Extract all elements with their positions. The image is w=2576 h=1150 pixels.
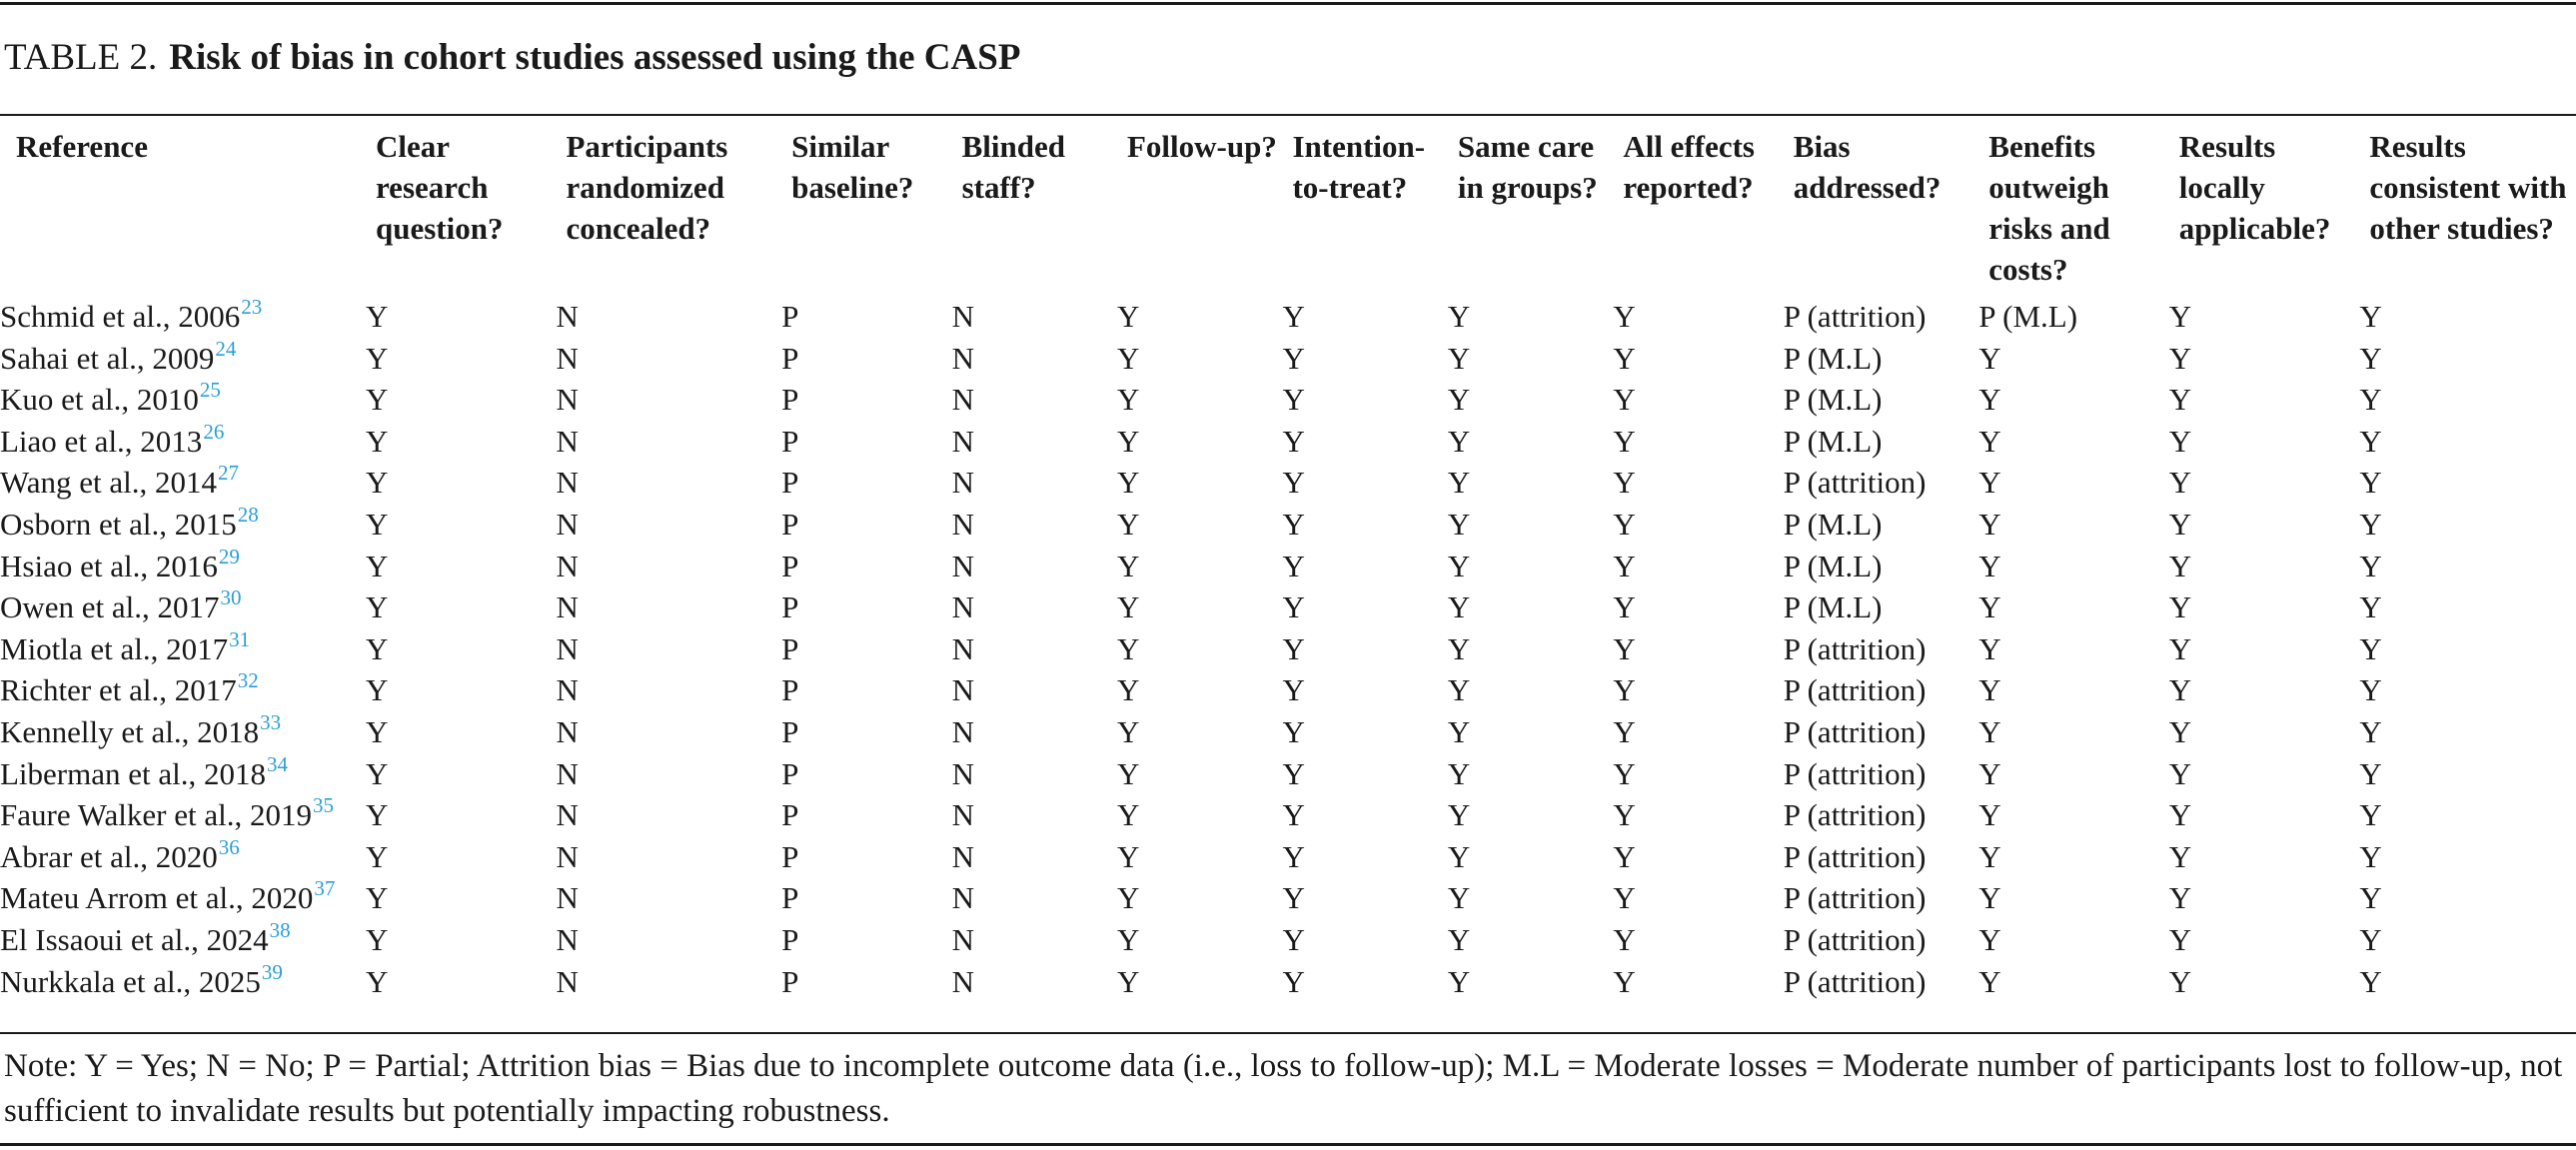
reference-cell bbox=[0, 877, 366, 919]
citation-link[interactable]: 35 bbox=[313, 793, 334, 818]
cell-all-effects-reported: Y bbox=[1613, 506, 1636, 542]
cell-clear-research-question: Y bbox=[365, 921, 389, 957]
cell-blinded-staff: N bbox=[951, 423, 974, 459]
cell-blinded-staff: N bbox=[951, 963, 974, 999]
cell-participants-randomized-concealed: N bbox=[556, 713, 579, 749]
cell-bias-addressed: P (attrition) bbox=[1783, 755, 1927, 791]
cell-participants-randomized-concealed: N bbox=[556, 465, 579, 501]
cell-clear-research-question: Y bbox=[365, 465, 389, 501]
citation-link[interactable]: 23 bbox=[241, 295, 263, 319]
cell-similar-baseline: P bbox=[781, 838, 799, 874]
cell-participants-randomized-concealed: N bbox=[556, 548, 579, 583]
cell-all-effects-reported: Y bbox=[1613, 797, 1636, 833]
reference-cell bbox=[0, 836, 366, 878]
citation-link[interactable]: 37 bbox=[314, 876, 336, 901]
cell-bias-addressed: P (attrition) bbox=[1783, 838, 1927, 874]
cell-all-effects-reported: Y bbox=[1613, 382, 1636, 418]
cell-benefits-outweigh-risks: Y bbox=[1978, 672, 2001, 708]
cell-similar-baseline: P bbox=[781, 465, 799, 501]
cell-blinded-staff: N bbox=[951, 880, 974, 916]
table-row bbox=[0, 711, 2576, 753]
cell-follow-up: Y bbox=[1117, 838, 1140, 874]
cell-intention-to-treat: Y bbox=[1282, 630, 1305, 666]
cell-benefits-outweigh-risks: Y bbox=[1978, 921, 2001, 957]
header-benefits-outweigh-risks: Benefits outweigh risks and costs? bbox=[1988, 129, 2110, 287]
cell-bias-addressed: P (M.L) bbox=[1783, 589, 1883, 625]
citation-link[interactable]: 31 bbox=[229, 626, 251, 651]
cell-results-consistent: Y bbox=[2359, 797, 2382, 833]
reference-text: Faure Walker et al., 2019 bbox=[0, 797, 312, 833]
cell-blinded-staff: N bbox=[951, 921, 974, 957]
cell-intention-to-treat: Y bbox=[1282, 838, 1305, 874]
cell-follow-up: Y bbox=[1117, 963, 1140, 999]
header-similar-baseline: Similar baseline? bbox=[791, 129, 914, 205]
cell-participants-randomized-concealed: N bbox=[556, 630, 579, 666]
cell-clear-research-question: Y bbox=[365, 423, 389, 459]
table-bottom-rule bbox=[0, 1032, 2576, 1034]
cell-same-care-in-groups: Y bbox=[1447, 880, 1471, 916]
header-results-consistent: Results consistent with other studies? bbox=[2369, 129, 2567, 246]
cell-similar-baseline: P bbox=[781, 921, 799, 957]
cell-bias-addressed: P (M.L) bbox=[1783, 382, 1883, 418]
cell-results-consistent: Y bbox=[2359, 838, 2382, 874]
cell-participants-randomized-concealed: N bbox=[556, 506, 579, 542]
cell-benefits-outweigh-risks: Y bbox=[1978, 340, 2001, 376]
citation-link[interactable]: 34 bbox=[267, 751, 288, 776]
reference-text: Richter et al., 2017 bbox=[0, 672, 237, 708]
header-top-rule bbox=[0, 114, 2576, 116]
cell-intention-to-treat: Y bbox=[1282, 880, 1305, 916]
table-body bbox=[0, 294, 2576, 1002]
cell-same-care-in-groups: Y bbox=[1447, 963, 1471, 999]
table-row bbox=[0, 669, 2576, 711]
cell-similar-baseline: P bbox=[781, 755, 799, 791]
cell-similar-baseline: P bbox=[781, 382, 799, 418]
reference-text: Wang et al., 2014 bbox=[0, 465, 218, 501]
cell-bias-addressed: P (attrition) bbox=[1783, 299, 1927, 334]
reference-text: Kennelly et al., 2018 bbox=[0, 713, 260, 749]
cell-benefits-outweigh-risks: Y bbox=[1978, 465, 2001, 501]
cell-blinded-staff: N bbox=[951, 672, 974, 708]
cell-participants-randomized-concealed: N bbox=[556, 340, 579, 376]
cell-results-consistent: Y bbox=[2359, 299, 2382, 334]
citation-link[interactable]: 36 bbox=[218, 834, 240, 859]
header-row bbox=[0, 122, 2576, 294]
cell-participants-randomized-concealed: N bbox=[556, 382, 579, 418]
cell-results-consistent: Y bbox=[2359, 672, 2382, 708]
table-row bbox=[0, 753, 2576, 795]
casp-table bbox=[0, 122, 2576, 1002]
cell-benefits-outweigh-risks: Y bbox=[1978, 963, 2001, 999]
cell-same-care-in-groups: Y bbox=[1447, 465, 1471, 501]
citation-link[interactable]: 39 bbox=[261, 959, 283, 984]
cell-same-care-in-groups: Y bbox=[1447, 506, 1471, 542]
table-row bbox=[0, 586, 2576, 628]
cell-bias-addressed: P (attrition) bbox=[1783, 713, 1927, 749]
reference-text: Nurkkala et al., 2025 bbox=[0, 963, 261, 999]
cell-follow-up: Y bbox=[1117, 755, 1140, 791]
cell-clear-research-question: Y bbox=[365, 713, 389, 749]
cell-blinded-staff: N bbox=[951, 465, 974, 501]
cell-clear-research-question: Y bbox=[365, 838, 389, 874]
cell-intention-to-treat: Y bbox=[1282, 589, 1305, 625]
cell-same-care-in-groups: Y bbox=[1447, 423, 1471, 459]
cell-intention-to-treat: Y bbox=[1282, 921, 1305, 957]
cell-intention-to-treat: Y bbox=[1282, 423, 1305, 459]
header-follow-up: Follow-up? bbox=[1127, 129, 1277, 164]
cell-results-consistent: Y bbox=[2359, 630, 2382, 666]
cell-results-locally-applicable: Y bbox=[2168, 630, 2192, 666]
cell-bias-addressed: P (M.L) bbox=[1783, 548, 1883, 583]
cell-follow-up: Y bbox=[1117, 465, 1140, 501]
header-participants-randomized-concealed: Participants randomized concealed? bbox=[566, 129, 728, 246]
cell-results-locally-applicable: Y bbox=[2168, 838, 2192, 874]
cell-results-locally-applicable: Y bbox=[2168, 506, 2192, 542]
reference-text: El Issaoui et al., 2024 bbox=[0, 921, 269, 957]
cell-benefits-outweigh-risks: Y bbox=[1978, 382, 2001, 418]
cell-bias-addressed: P (attrition) bbox=[1783, 880, 1927, 916]
cell-similar-baseline: P bbox=[781, 880, 799, 916]
cell-all-effects-reported: Y bbox=[1613, 340, 1636, 376]
cell-intention-to-treat: Y bbox=[1282, 797, 1305, 833]
cell-bias-addressed: P (attrition) bbox=[1783, 921, 1927, 957]
citation-link[interactable]: 32 bbox=[237, 668, 259, 693]
reference-cell bbox=[0, 504, 366, 546]
cell-follow-up: Y bbox=[1117, 630, 1140, 666]
cell-blinded-staff: N bbox=[951, 589, 974, 625]
cell-blinded-staff: N bbox=[951, 506, 974, 542]
cell-follow-up: Y bbox=[1117, 880, 1140, 916]
cell-benefits-outweigh-risks: Y bbox=[1978, 506, 2001, 542]
header-same-care-in-groups: Same care in groups? bbox=[1457, 129, 1598, 205]
cell-similar-baseline: P bbox=[781, 797, 799, 833]
table-row bbox=[0, 462, 2576, 504]
cell-results-consistent: Y bbox=[2359, 506, 2382, 542]
citation-link[interactable]: 28 bbox=[237, 502, 259, 527]
table-caption bbox=[4, 36, 1020, 79]
cell-bias-addressed: P (attrition) bbox=[1783, 963, 1927, 999]
citation-link[interactable]: 25 bbox=[199, 378, 221, 403]
cell-benefits-outweigh-risks: Y bbox=[1978, 423, 2001, 459]
cell-blinded-staff: N bbox=[951, 797, 974, 833]
cell-blinded-staff: N bbox=[951, 755, 974, 791]
cell-follow-up: Y bbox=[1117, 340, 1140, 376]
cell-results-consistent: Y bbox=[2359, 963, 2382, 999]
caption-label: TABLE 2. bbox=[4, 37, 158, 78]
cell-clear-research-question: Y bbox=[365, 382, 389, 418]
cell-clear-research-question: Y bbox=[365, 506, 389, 542]
cell-participants-randomized-concealed: N bbox=[556, 672, 579, 708]
cell-all-effects-reported: Y bbox=[1613, 589, 1636, 625]
cell-similar-baseline: P bbox=[781, 340, 799, 376]
header-bias-addressed: Bias addressed? bbox=[1793, 129, 1941, 205]
cell-similar-baseline: P bbox=[781, 299, 799, 334]
cell-blinded-staff: N bbox=[951, 838, 974, 874]
cell-results-consistent: Y bbox=[2359, 423, 2382, 459]
cell-similar-baseline: P bbox=[781, 963, 799, 999]
reference-text: Owen et al., 2017 bbox=[0, 589, 220, 625]
cell-same-care-in-groups: Y bbox=[1447, 921, 1471, 957]
reference-cell bbox=[0, 711, 366, 753]
cell-follow-up: Y bbox=[1117, 423, 1140, 459]
table-row bbox=[0, 836, 2576, 878]
cell-benefits-outweigh-risks: Y bbox=[1978, 630, 2001, 666]
cell-same-care-in-groups: Y bbox=[1447, 382, 1471, 418]
table-row bbox=[0, 546, 2576, 587]
cell-benefits-outweigh-risks: Y bbox=[1978, 797, 2001, 833]
cell-bias-addressed: P (M.L) bbox=[1783, 423, 1883, 459]
reference-cell bbox=[0, 919, 366, 961]
cell-intention-to-treat: Y bbox=[1282, 465, 1305, 501]
reference-cell bbox=[0, 546, 366, 587]
cell-clear-research-question: Y bbox=[365, 963, 389, 999]
table-row bbox=[0, 628, 2576, 670]
cell-same-care-in-groups: Y bbox=[1447, 340, 1471, 376]
reference-cell bbox=[0, 794, 366, 836]
citation-link[interactable]: 27 bbox=[218, 461, 240, 486]
cell-participants-randomized-concealed: N bbox=[556, 797, 579, 833]
table-row bbox=[0, 294, 2576, 338]
cell-participants-randomized-concealed: N bbox=[556, 838, 579, 874]
table-row bbox=[0, 794, 2576, 836]
cell-same-care-in-groups: Y bbox=[1447, 589, 1471, 625]
reference-cell bbox=[0, 462, 366, 504]
cell-all-effects-reported: Y bbox=[1613, 548, 1636, 583]
cell-participants-randomized-concealed: N bbox=[556, 921, 579, 957]
cell-similar-baseline: P bbox=[781, 630, 799, 666]
cell-intention-to-treat: Y bbox=[1282, 548, 1305, 583]
cell-intention-to-treat: Y bbox=[1282, 340, 1305, 376]
cell-intention-to-treat: Y bbox=[1282, 382, 1305, 418]
cell-clear-research-question: Y bbox=[365, 880, 389, 916]
table-row bbox=[0, 338, 2576, 380]
cell-results-locally-applicable: Y bbox=[2168, 340, 2192, 376]
cell-all-effects-reported: Y bbox=[1613, 423, 1636, 459]
cell-intention-to-treat: Y bbox=[1282, 755, 1305, 791]
header-results-locally-applicable: Results locally applicable? bbox=[2178, 129, 2331, 246]
cell-results-consistent: Y bbox=[2359, 755, 2382, 791]
cell-all-effects-reported: Y bbox=[1613, 299, 1636, 334]
cell-blinded-staff: N bbox=[951, 340, 974, 376]
cell-follow-up: Y bbox=[1117, 548, 1140, 583]
cell-follow-up: Y bbox=[1117, 713, 1140, 749]
header-clear-research-question: Clear research question? bbox=[375, 129, 504, 246]
cell-follow-up: Y bbox=[1117, 299, 1140, 334]
top-rule bbox=[0, 2, 2576, 5]
cell-clear-research-question: Y bbox=[365, 630, 389, 666]
cell-intention-to-treat: Y bbox=[1282, 672, 1305, 708]
table-row bbox=[0, 421, 2576, 463]
cell-all-effects-reported: Y bbox=[1613, 880, 1636, 916]
cell-all-effects-reported: Y bbox=[1613, 630, 1636, 666]
cell-blinded-staff: N bbox=[951, 382, 974, 418]
header-blinded-staff: Blinded staff? bbox=[961, 129, 1065, 205]
table-row bbox=[0, 504, 2576, 546]
cell-follow-up: Y bbox=[1117, 506, 1140, 542]
citation-link[interactable]: 30 bbox=[220, 585, 242, 610]
cell-clear-research-question: Y bbox=[365, 340, 389, 376]
citation-link[interactable]: 24 bbox=[215, 336, 237, 361]
cell-bias-addressed: P (attrition) bbox=[1783, 672, 1927, 708]
cell-all-effects-reported: Y bbox=[1613, 838, 1636, 874]
cell-bias-addressed: P (M.L) bbox=[1783, 340, 1883, 376]
table-note: Note: Y = Yes; N = No; P = Partial; Attrition bias = Bias due to incomplete outcome data (i.e., loss to follow-up); M.L = Moderate losses = Moderate number of participants lost to follow-up, not sufficient to invalidate results but potentially impacting robustness. bbox=[4, 1048, 2563, 1129]
cell-benefits-outweigh-risks: Y bbox=[1978, 755, 2001, 791]
reference-cell bbox=[0, 628, 366, 670]
cell-participants-randomized-concealed: N bbox=[556, 299, 579, 334]
citation-link[interactable]: 29 bbox=[218, 544, 240, 569]
cell-blinded-staff: N bbox=[951, 630, 974, 666]
cell-results-locally-applicable: Y bbox=[2168, 299, 2192, 334]
cell-participants-randomized-concealed: N bbox=[556, 755, 579, 791]
cell-clear-research-question: Y bbox=[365, 797, 389, 833]
cell-same-care-in-groups: Y bbox=[1447, 548, 1471, 583]
cell-results-locally-applicable: Y bbox=[2168, 797, 2192, 833]
reference-cell bbox=[0, 338, 366, 380]
cell-results-locally-applicable: Y bbox=[2168, 589, 2192, 625]
cell-blinded-staff: N bbox=[951, 548, 974, 583]
cell-benefits-outweigh-risks: Y bbox=[1978, 880, 2001, 916]
cell-bias-addressed: P (attrition) bbox=[1783, 630, 1927, 666]
header-all-effects-reported: All effects reported? bbox=[1623, 129, 1755, 205]
cell-benefits-outweigh-risks: Y bbox=[1978, 589, 2001, 625]
cell-results-consistent: Y bbox=[2359, 589, 2382, 625]
cell-results-consistent: Y bbox=[2359, 548, 2382, 583]
cell-results-locally-applicable: Y bbox=[2168, 880, 2192, 916]
reference-cell bbox=[0, 961, 366, 1003]
cell-results-locally-applicable: Y bbox=[2168, 672, 2192, 708]
reference-text: Schmid et al., 2006 bbox=[0, 299, 241, 334]
cell-benefits-outweigh-risks: Y bbox=[1978, 713, 2001, 749]
cell-results-locally-applicable: Y bbox=[2168, 465, 2192, 501]
cell-same-care-in-groups: Y bbox=[1447, 755, 1471, 791]
reference-text: Sahai et al., 2009 bbox=[0, 340, 215, 376]
cell-same-care-in-groups: Y bbox=[1447, 713, 1471, 749]
cell-clear-research-question: Y bbox=[365, 755, 389, 791]
reference-cell bbox=[0, 753, 366, 795]
cell-blinded-staff: N bbox=[951, 713, 974, 749]
cell-same-care-in-groups: Y bbox=[1447, 672, 1471, 708]
cell-bias-addressed: P (M.L) bbox=[1783, 506, 1883, 542]
cell-follow-up: Y bbox=[1117, 921, 1140, 957]
table-row bbox=[0, 961, 2576, 1003]
cell-follow-up: Y bbox=[1117, 382, 1140, 418]
cell-same-care-in-groups: Y bbox=[1447, 838, 1471, 874]
reference-cell bbox=[0, 421, 366, 463]
reference-text: Hsiao et al., 2016 bbox=[0, 548, 218, 583]
reference-cell bbox=[0, 669, 366, 711]
cell-results-consistent: Y bbox=[2359, 340, 2382, 376]
cell-follow-up: Y bbox=[1117, 672, 1140, 708]
cell-similar-baseline: P bbox=[781, 713, 799, 749]
cell-results-consistent: Y bbox=[2359, 382, 2382, 418]
reference-text: Mateu Arrom et al., 2020 bbox=[0, 880, 314, 916]
cell-results-locally-applicable: Y bbox=[2168, 755, 2192, 791]
table-row bbox=[0, 379, 2576, 421]
cell-all-effects-reported: Y bbox=[1613, 672, 1636, 708]
cell-similar-baseline: P bbox=[781, 548, 799, 583]
citation-link[interactable]: 26 bbox=[203, 419, 225, 444]
header-reference: Reference bbox=[16, 129, 148, 164]
reference-text: Liao et al., 2013 bbox=[0, 423, 203, 459]
cell-blinded-staff: N bbox=[951, 299, 974, 334]
reference-text: Abrar et al., 2020 bbox=[0, 838, 218, 874]
cell-same-care-in-groups: Y bbox=[1447, 299, 1471, 334]
reference-text: Kuo et al., 2010 bbox=[0, 382, 199, 418]
cell-similar-baseline: P bbox=[781, 506, 799, 542]
cell-intention-to-treat: Y bbox=[1282, 299, 1305, 334]
citation-link[interactable]: 33 bbox=[260, 709, 282, 734]
cell-results-consistent: Y bbox=[2359, 713, 2382, 749]
reference-cell bbox=[0, 379, 366, 421]
reference-text: Osborn et al., 2015 bbox=[0, 506, 237, 542]
cell-benefits-outweigh-risks: P (M.L) bbox=[1978, 299, 2078, 334]
cell-benefits-outweigh-risks: Y bbox=[1978, 548, 2001, 583]
cell-clear-research-question: Y bbox=[365, 548, 389, 583]
cell-participants-randomized-concealed: N bbox=[556, 589, 579, 625]
cell-results-locally-applicable: Y bbox=[2168, 921, 2192, 957]
cell-intention-to-treat: Y bbox=[1282, 713, 1305, 749]
cell-follow-up: Y bbox=[1117, 797, 1140, 833]
cell-clear-research-question: Y bbox=[365, 589, 389, 625]
cell-benefits-outweigh-risks: Y bbox=[1978, 838, 2001, 874]
cell-similar-baseline: P bbox=[781, 589, 799, 625]
cell-intention-to-treat: Y bbox=[1282, 506, 1305, 542]
cell-same-care-in-groups: Y bbox=[1447, 797, 1471, 833]
cell-all-effects-reported: Y bbox=[1613, 755, 1636, 791]
cell-clear-research-question: Y bbox=[365, 299, 389, 334]
reference-text: Liberman et al., 2018 bbox=[0, 755, 266, 791]
cell-all-effects-reported: Y bbox=[1613, 963, 1636, 999]
cell-all-effects-reported: Y bbox=[1613, 465, 1636, 501]
cell-bias-addressed: P (attrition) bbox=[1783, 465, 1927, 501]
cell-results-locally-applicable: Y bbox=[2168, 963, 2192, 999]
caption-title: Risk of bias in cohort studies assessed using the CASP bbox=[169, 37, 1021, 78]
cell-all-effects-reported: Y bbox=[1613, 713, 1636, 749]
cell-participants-randomized-concealed: N bbox=[556, 963, 579, 999]
cell-results-consistent: Y bbox=[2359, 880, 2382, 916]
cell-results-locally-applicable: Y bbox=[2168, 382, 2192, 418]
table-header bbox=[0, 122, 2576, 294]
cell-participants-randomized-concealed: N bbox=[556, 423, 579, 459]
cell-follow-up: Y bbox=[1117, 589, 1140, 625]
cell-same-care-in-groups: Y bbox=[1447, 630, 1471, 666]
cell-bias-addressed: P (attrition) bbox=[1783, 797, 1927, 833]
table-row bbox=[0, 919, 2576, 961]
bottom-rule bbox=[0, 1143, 2576, 1146]
cell-similar-baseline: P bbox=[781, 423, 799, 459]
cell-results-locally-applicable: Y bbox=[2168, 713, 2192, 749]
reference-text: Miotla et al., 2017 bbox=[0, 630, 229, 666]
header-intention-to-treat: Intention-to-treat? bbox=[1292, 129, 1426, 205]
cell-results-consistent: Y bbox=[2359, 921, 2382, 957]
table-row bbox=[0, 877, 2576, 919]
cell-results-locally-applicable: Y bbox=[2168, 548, 2192, 583]
reference-cell bbox=[0, 586, 366, 628]
citation-link[interactable]: 38 bbox=[269, 917, 291, 942]
cell-results-locally-applicable: Y bbox=[2168, 423, 2192, 459]
cell-intention-to-treat: Y bbox=[1282, 963, 1305, 999]
cell-all-effects-reported: Y bbox=[1613, 921, 1636, 957]
cell-participants-randomized-concealed: N bbox=[556, 880, 579, 916]
reference-cell bbox=[0, 294, 366, 338]
cell-clear-research-question: Y bbox=[365, 672, 389, 708]
cell-results-consistent: Y bbox=[2359, 465, 2382, 501]
cell-similar-baseline: P bbox=[781, 672, 799, 708]
